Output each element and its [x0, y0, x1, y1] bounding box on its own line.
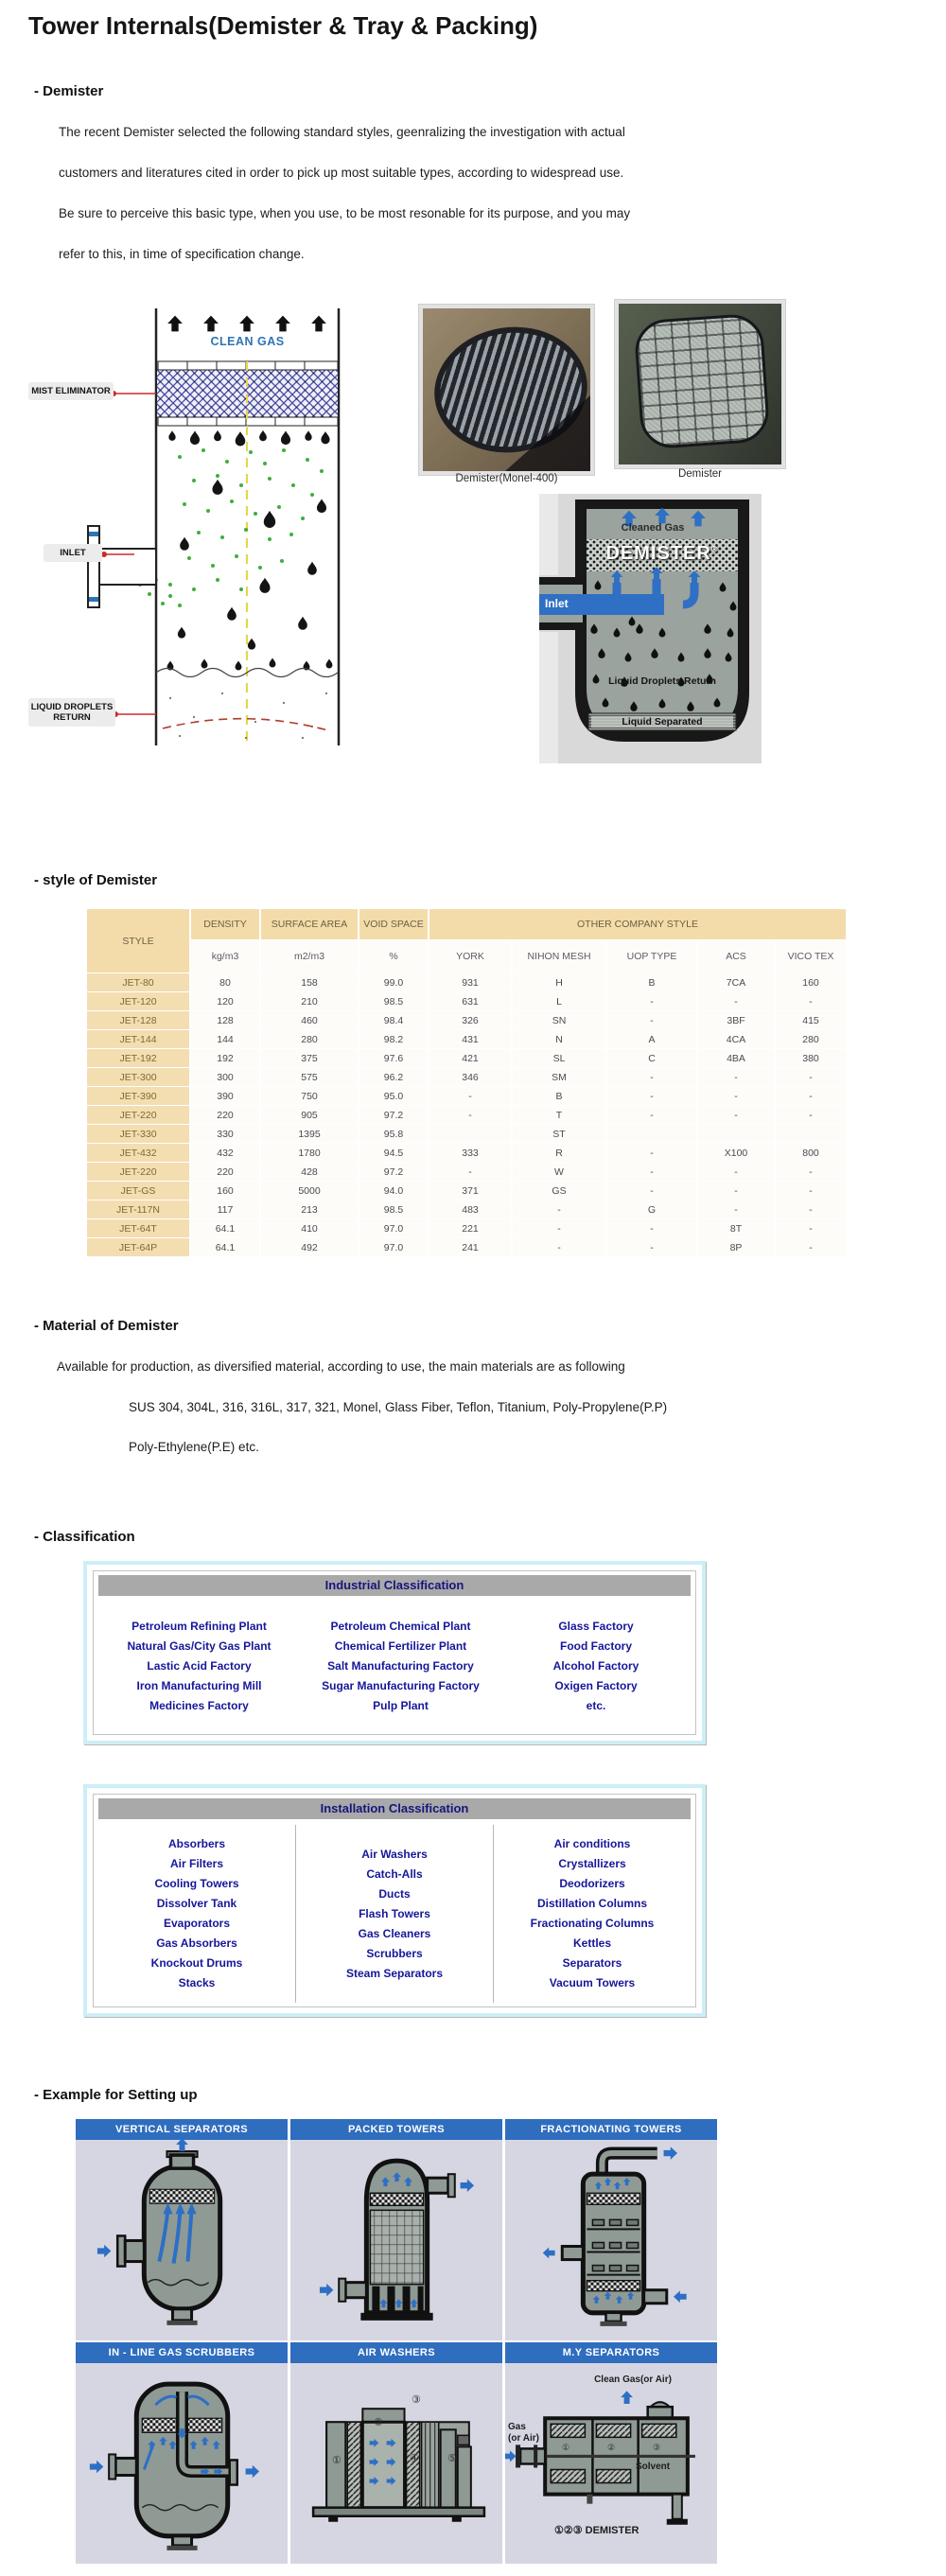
classification-item: Scrubbers [366, 1946, 423, 1960]
cell-density: 432 [191, 1144, 259, 1162]
chamber-number-3: ③ [653, 2443, 661, 2452]
cell-style: JET-300 [87, 1068, 189, 1086]
classification-item: etc. [586, 1698, 606, 1712]
classification-item: Stacks [178, 1976, 216, 1989]
panel-body [505, 2363, 717, 2564]
section-heading-style: - style of Demister [34, 872, 158, 888]
demister-monel-photo [419, 305, 594, 475]
mist-eliminator-tower-diagram [28, 301, 407, 745]
col-header-acs: ACS [698, 940, 774, 973]
col-header-york: YORK [429, 940, 511, 973]
classification-item: Ducts [378, 1886, 411, 1901]
cell-style: JET-192 [87, 1049, 189, 1067]
classification-item: Air Washers [361, 1847, 428, 1861]
cell-density: 64.1 [191, 1219, 259, 1237]
cell-nihon: N [513, 1030, 605, 1048]
liquid-separated-text: Liquid Separated [591, 716, 733, 727]
cell-vico: - [776, 1182, 846, 1200]
cell-style: JET-432 [87, 1144, 189, 1162]
cell-style: JET-80 [87, 973, 189, 991]
cell-uop: - [607, 1144, 696, 1162]
cell-void: 97.2 [359, 1106, 428, 1124]
table-row [87, 1030, 846, 1048]
cell-surface: 410 [261, 1219, 358, 1237]
classification-item: Gas Absorbers [156, 1936, 237, 1950]
gas-label: Gas [508, 2422, 526, 2432]
cell-acs: - [698, 1087, 774, 1105]
installation-col-1 [98, 1825, 295, 2003]
cell-nihon: - [513, 1219, 605, 1237]
classification-item: Natural Gas/City Gas Plant [127, 1638, 272, 1653]
clean-gas-label: CLEAN GAS [210, 335, 285, 348]
col-header-other-company: OTHER COMPANY STYLE [429, 909, 846, 939]
table-row [87, 1087, 846, 1105]
panel-fractionating-towers [505, 2119, 717, 2339]
cell-vico: 160 [776, 973, 846, 991]
cell-acs: - [698, 992, 774, 1010]
cell-vico: 415 [776, 1011, 846, 1029]
cell-acs: - [698, 1163, 774, 1181]
table-row [87, 1106, 846, 1124]
cell-york: 483 [429, 1200, 511, 1218]
cell-void: 97.0 [359, 1219, 428, 1237]
demister-legend: ①②③ DEMISTER [554, 2525, 639, 2536]
cell-void: 98.2 [359, 1030, 428, 1048]
clean-gas-or-air-label: Clean Gas(or Air) [594, 2374, 672, 2385]
installation-classification-inner [93, 1794, 696, 2007]
cell-surface: 1395 [261, 1125, 358, 1143]
panel-my-separators [505, 2342, 717, 2563]
cell-density: 220 [191, 1106, 259, 1124]
cell-uop: - [607, 1219, 696, 1237]
cell-style: JET-120 [87, 992, 189, 1010]
demister-brand-label [587, 543, 738, 565]
panel-title: VERTICAL SEPARATORS [76, 2119, 288, 2140]
cell-vico: - [776, 1087, 846, 1105]
cell-style: JET-64P [87, 1238, 189, 1256]
col-header-uop-type: UOP TYPE [607, 940, 696, 973]
classification-item: Kettles [572, 1936, 611, 1950]
panel-body [290, 2363, 502, 2564]
panel-title: PACKED TOWERS [290, 2119, 502, 2140]
photo-caption-demister: Demister [677, 468, 722, 480]
cell-void: 98.5 [359, 992, 428, 1010]
cell-york [429, 1125, 511, 1143]
number-3: ③ [412, 2394, 421, 2406]
classification-item: Petroleum Chemical Plant [330, 1619, 471, 1633]
cell-york: - [429, 1163, 511, 1181]
cell-york: - [429, 1087, 511, 1105]
panel-air-washers [290, 2342, 502, 2563]
example-panel-grid [76, 2119, 717, 2563]
cell-void: 97.0 [359, 1238, 428, 1256]
classification-item: Fractionating Columns [530, 1917, 655, 1930]
table-row [87, 973, 846, 991]
table-row [87, 1200, 846, 1218]
table-row [87, 1163, 846, 1181]
cell-acs: 8T [698, 1219, 774, 1237]
cell-nihon: H [513, 973, 605, 991]
classification-item: Deodorizers [559, 1877, 625, 1890]
panel-title: AIR WASHERS [290, 2342, 502, 2363]
classification-item: Pulp Plant [373, 1698, 429, 1712]
cell-style: JET-117N [87, 1200, 189, 1218]
cell-vico: 380 [776, 1049, 846, 1067]
cell-york: 221 [429, 1219, 511, 1237]
cell-uop: - [607, 1182, 696, 1200]
material-line-1: Available for production, as diversified material, according to use, the main materials are as following [57, 1359, 625, 1374]
material-line-3: Poly-Ethylene(P.E) etc. [129, 1440, 259, 1454]
cell-surface: 375 [261, 1049, 358, 1067]
or-air-label: (or Air) [508, 2433, 539, 2444]
cell-surface: 428 [261, 1163, 358, 1181]
liquid-droplets-return-label: LIQUID DROPLETS RETURN [28, 698, 115, 727]
cell-york: 333 [429, 1144, 511, 1162]
cell-vico: 280 [776, 1030, 846, 1048]
table-row [87, 1144, 846, 1162]
classification-item: Medicines Factory [149, 1698, 249, 1712]
section-heading-classification: - Classification [34, 1529, 135, 1545]
cell-nihon: W [513, 1163, 605, 1181]
installation-classification-columns [98, 1825, 691, 2003]
classification-item: Chemical Fertilizer Plant [334, 1638, 467, 1653]
cell-acs: - [698, 1200, 774, 1218]
classification-item: Air Filters [169, 1857, 223, 1870]
cell-void: 97.2 [359, 1163, 428, 1181]
cell-void: 96.2 [359, 1068, 428, 1086]
cleaned-gas-label: Cleaned Gas [621, 522, 685, 534]
cell-uop: - [607, 992, 696, 1010]
cell-void: 98.5 [359, 1200, 428, 1218]
classification-item: Dissolver Tank [156, 1897, 237, 1910]
unit-density: kg/m3 [191, 940, 259, 973]
solvent-label: Solvent [636, 2462, 671, 2472]
page-title: Tower Internals(Demister & Tray & Packing) [28, 11, 538, 40]
col-header-style: STYLE [87, 909, 189, 973]
cell-vico: - [776, 1106, 846, 1124]
panel-vertical-separators [76, 2119, 288, 2339]
cell-surface: 1780 [261, 1144, 358, 1162]
table-row [87, 1219, 846, 1237]
classification-item: Lastic Acid Factory [147, 1658, 252, 1673]
cell-surface: 5000 [261, 1182, 358, 1200]
classification-item: Salt Manufacturing Factory [327, 1658, 474, 1673]
panel-body [76, 2363, 288, 2564]
cell-surface: 750 [261, 1087, 358, 1105]
cell-acs: 4CA [698, 1030, 774, 1048]
col-header-nihon-mesh: NIHON MESH [513, 940, 605, 973]
number-1: ① [332, 2455, 342, 2466]
classification-item: Knockout Drums [150, 1956, 243, 1970]
installation-col-3 [493, 1825, 691, 2003]
industrial-col-2 [300, 1617, 501, 1716]
panel-title: IN - LINE GAS SCRUBBERS [76, 2342, 288, 2363]
section-heading-example: - Example for Setting up [34, 2087, 198, 2103]
col-header-vico-tex: VICO TEX [776, 940, 846, 973]
cell-density: 120 [191, 992, 259, 1010]
cell-york: 931 [429, 973, 511, 991]
industrial-col-1 [98, 1617, 300, 1716]
classification-item: Gas Cleaners [358, 1926, 431, 1940]
cell-uop: - [607, 1068, 696, 1086]
cell-acs: 7CA [698, 973, 774, 991]
classification-item: Catch-Alls [366, 1866, 423, 1881]
cell-uop: - [607, 1106, 696, 1124]
cell-nihon: T [513, 1106, 605, 1124]
cell-style: JET-220 [87, 1163, 189, 1181]
inline-scrubber-diagram [76, 2363, 288, 2564]
table-row [87, 992, 846, 1010]
cell-density: 144 [191, 1030, 259, 1048]
cell-surface: 280 [261, 1030, 358, 1048]
cell-acs [698, 1125, 774, 1143]
cell-acs: - [698, 1182, 774, 1200]
cell-style: JET-64T [87, 1219, 189, 1237]
vertical-separator-diagram [76, 2140, 288, 2340]
cell-acs: - [698, 1106, 774, 1124]
col-header-surface-area: SURFACE AREA [261, 909, 358, 939]
cell-nihon: - [513, 1200, 605, 1218]
cell-york: 371 [429, 1182, 511, 1200]
classification-item: Alcohol Factory [552, 1658, 639, 1673]
cell-nihon: SN [513, 1011, 605, 1029]
cell-uop: B [607, 973, 696, 991]
inlet-flow-label: Inlet [545, 597, 569, 610]
classification-item: Cooling Towers [154, 1877, 239, 1890]
material-line-2: SUS 304, 304L, 316, 316L, 317, 321, Monel, Glass Fiber, Teflon, Titanium, Poly-Propylene(P.P) [129, 1400, 668, 1414]
panel-title: M.Y SEPARATORS [505, 2342, 717, 2363]
photo-caption-monel: Demister(Monel-400) [455, 473, 558, 484]
cell-vico: - [776, 992, 846, 1010]
demister-brand-text: DEMISTER [605, 543, 711, 564]
col-header-density: DENSITY [191, 909, 259, 939]
cell-vico: - [776, 1238, 846, 1256]
cell-vico: - [776, 1068, 846, 1086]
chamber-number-1: ① [562, 2443, 570, 2452]
cell-density: 80 [191, 973, 259, 991]
cell-york: - [429, 1106, 511, 1124]
cell-nihon: L [513, 992, 605, 1010]
demister-pad-oval [633, 312, 770, 449]
cell-york: 326 [429, 1011, 511, 1029]
cell-nihon: ST [513, 1125, 605, 1143]
cell-density: 160 [191, 1182, 259, 1200]
col-header-void-space: VOID SPACE [359, 909, 428, 939]
cell-void: 98.4 [359, 1011, 428, 1029]
number-4: ④ [410, 2453, 419, 2464]
cell-acs: 4BA [698, 1049, 774, 1067]
industrial-classification-columns [98, 1602, 691, 1730]
panel-inline-gas-scrubbers [76, 2342, 288, 2563]
demister-principle-diagram [539, 494, 762, 763]
cell-density: 128 [191, 1011, 259, 1029]
cell-nihon: - [513, 1238, 605, 1256]
table-row [87, 1125, 846, 1143]
classification-item: Food Factory [559, 1638, 632, 1653]
cell-void: 97.6 [359, 1049, 428, 1067]
classification-item: Crystallizers [558, 1857, 626, 1870]
cell-density: 64.1 [191, 1238, 259, 1256]
cell-acs: - [698, 1068, 774, 1086]
cell-surface: 213 [261, 1200, 358, 1218]
chamber-number-2: ② [607, 2443, 616, 2452]
cell-density: 117 [191, 1200, 259, 1218]
cell-style: JET-330 [87, 1125, 189, 1143]
cell-surface: 158 [261, 973, 358, 991]
classification-item: Separators [562, 1956, 622, 1970]
cell-york: 346 [429, 1068, 511, 1086]
cell-vico [776, 1125, 846, 1143]
classification-item: Air conditions [553, 1837, 631, 1850]
classification-item: Steam Separators [345, 1966, 444, 1980]
cell-uop: A [607, 1030, 696, 1048]
table-row [87, 1182, 846, 1200]
cell-void: 95.0 [359, 1087, 428, 1105]
cell-density: 220 [191, 1163, 259, 1181]
industrial-classification-box [83, 1561, 706, 1744]
paragraph-line: refer to this, in time of specification change. [59, 247, 305, 261]
industrial-classification-inner [93, 1570, 696, 1735]
panel-title: FRACTIONATING TOWERS [505, 2119, 717, 2140]
classification-item: Oxigen Factory [554, 1678, 638, 1692]
demister-style-table [85, 908, 848, 1257]
section-heading-material: - Material of Demister [34, 1318, 179, 1334]
cell-acs: 8P [698, 1238, 774, 1256]
fractionating-tower-diagram [505, 2140, 717, 2340]
table-row [87, 1238, 846, 1256]
panel-body [505, 2140, 717, 2340]
panel-packed-towers [290, 2119, 502, 2339]
cell-density: 300 [191, 1068, 259, 1086]
classification-item: Petroleum Refining Plant [131, 1619, 267, 1633]
cell-nihon: SM [513, 1068, 605, 1086]
cell-style: JET-390 [87, 1087, 189, 1105]
cell-uop: - [607, 1011, 696, 1029]
paragraph-line: The recent Demister selected the following standard styles, geenralizing the investigation with actual [59, 125, 625, 139]
paragraph-line: customers and literatures cited in order to pick up most suitable types, according to widespread use. [59, 166, 624, 180]
packed-tower-diagram [290, 2140, 502, 2340]
tower-diagram-graphic [28, 301, 407, 745]
cell-vico: - [776, 1163, 846, 1181]
table-row [87, 1068, 846, 1086]
inlet-label: INLET [44, 544, 102, 562]
cell-uop: - [607, 1238, 696, 1256]
cell-void: 99.0 [359, 973, 428, 991]
cell-uop: - [607, 1163, 696, 1181]
classification-item: Distillation Columns [536, 1897, 647, 1910]
cell-nihon: R [513, 1144, 605, 1162]
demister-photo [615, 300, 785, 468]
classification-item: Absorbers [167, 1837, 226, 1850]
industrial-col-3 [501, 1617, 691, 1716]
industrial-classification-title: Industrial Classification [98, 1575, 691, 1596]
cell-surface: 905 [261, 1106, 358, 1124]
registered-mark: ® [710, 544, 719, 554]
classification-item: Flash Towers [359, 1906, 430, 1920]
installation-col-2 [295, 1825, 493, 2003]
cell-style: JET-GS [87, 1182, 189, 1200]
cell-nihon: SL [513, 1049, 605, 1067]
cell-vico: 800 [776, 1144, 846, 1162]
cell-york: 241 [429, 1238, 511, 1256]
cell-uop: - [607, 1087, 696, 1105]
cell-void: 94.0 [359, 1182, 428, 1200]
number-2: ② [374, 2417, 383, 2428]
paragraph-line: Be sure to perceive this basic type, when you use, to be most resonable for its purpose, and you may [59, 206, 631, 220]
classification-item: Evaporators [163, 1917, 231, 1930]
cell-style: JET-128 [87, 1011, 189, 1029]
cell-density: 192 [191, 1049, 259, 1067]
cell-york: 421 [429, 1049, 511, 1067]
classification-item: Iron Manufacturing Mill [136, 1678, 262, 1692]
cell-surface: 460 [261, 1011, 358, 1029]
panel-body [290, 2140, 502, 2340]
cell-density: 330 [191, 1125, 259, 1143]
cell-style: JET-144 [87, 1030, 189, 1048]
cell-nihon: B [513, 1087, 605, 1105]
panel-body [76, 2140, 288, 2340]
cell-york: 631 [429, 992, 511, 1010]
table-row [87, 1049, 846, 1067]
liquid-droplets-return-text: Liquid Droplets Return [608, 675, 716, 687]
number-5: ⑤ [447, 2453, 457, 2464]
cell-acs: X100 [698, 1144, 774, 1162]
cell-nihon: GS [513, 1182, 605, 1200]
air-washer-diagram [290, 2363, 502, 2564]
cell-uop: C [607, 1049, 696, 1067]
cell-surface: 492 [261, 1238, 358, 1256]
demister-paragraph [59, 112, 910, 274]
classification-item: Glass Factory [558, 1619, 634, 1633]
unit-surface: m2/m3 [261, 940, 358, 973]
cell-style: JET-220 [87, 1106, 189, 1124]
mist-eliminator-label: MIST ELIMINATOR [28, 382, 114, 400]
unit-void: % [359, 940, 428, 973]
cell-uop [607, 1125, 696, 1143]
installation-classification-title: Installation Classification [98, 1798, 691, 1819]
cell-density: 390 [191, 1087, 259, 1105]
cell-york: 431 [429, 1030, 511, 1048]
cell-vico: - [776, 1200, 846, 1218]
cell-void: 95.8 [359, 1125, 428, 1143]
cell-void: 94.5 [359, 1144, 428, 1162]
cell-vico: - [776, 1219, 846, 1237]
classification-item: Sugar Manufacturing Factory [322, 1678, 480, 1692]
installation-classification-box [83, 1784, 706, 2017]
cell-acs: 3BF [698, 1011, 774, 1029]
section-heading-demister: - Demister [34, 83, 104, 99]
table-row [87, 1011, 846, 1029]
cell-uop: G [607, 1200, 696, 1218]
cell-surface: 210 [261, 992, 358, 1010]
classification-item: Vacuum Towers [549, 1976, 636, 1989]
cell-surface: 575 [261, 1068, 358, 1086]
